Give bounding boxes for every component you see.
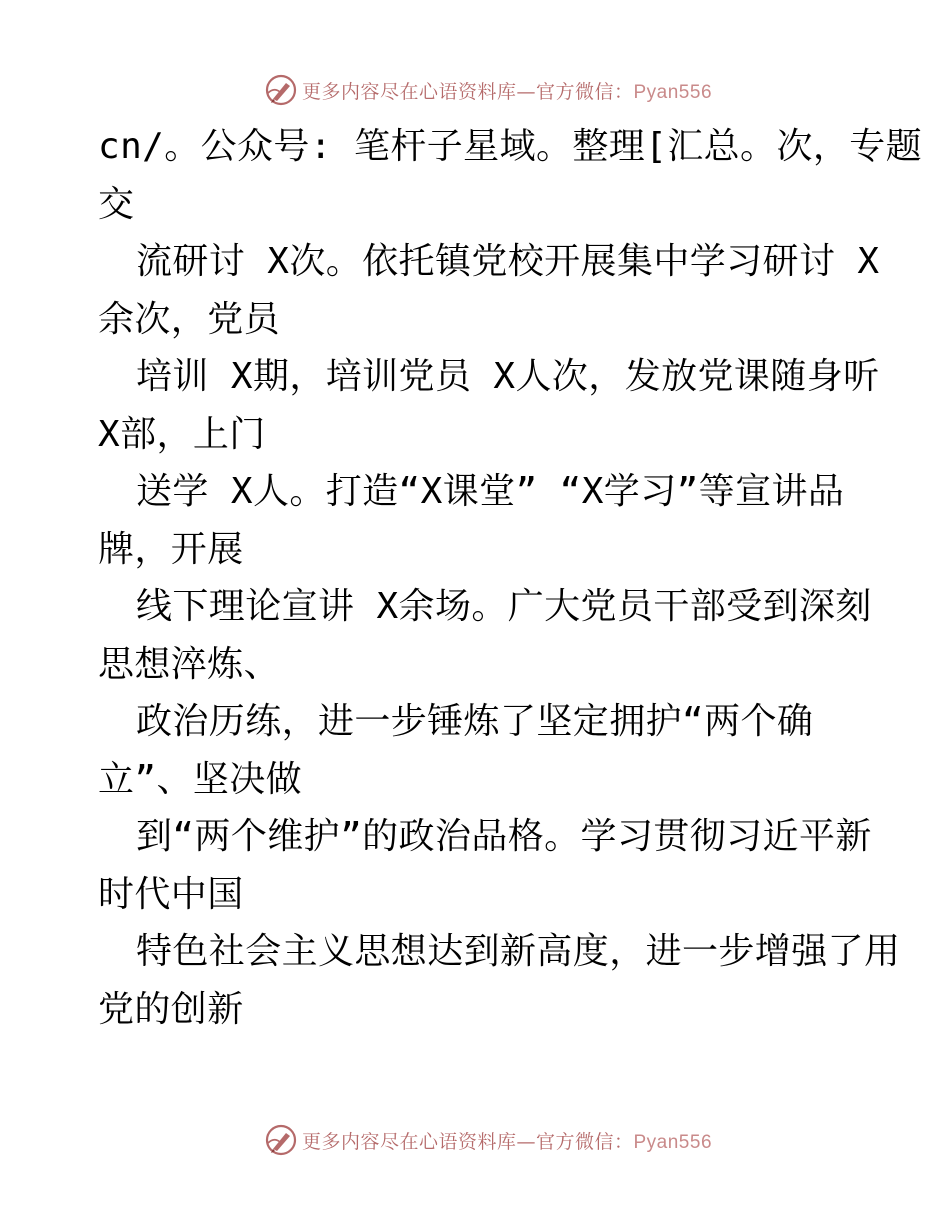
text-line: 时代中国 (98, 873, 244, 915)
text-line: cn/。公众号: 笔杆子星域。整理[汇总。次，专题 (98, 126, 923, 167)
text-line: 立”、坚决做 (98, 758, 303, 800)
page-header (0, 70, 950, 110)
text-line: 政治历练，进一步锤炼了坚定拥护“两个确 (136, 701, 814, 742)
pen-logo-icon (264, 73, 298, 107)
text-line: 思想淬炼、 (98, 643, 281, 685)
header-watermark-id: Pyan556 (633, 81, 713, 103)
text-line: 党的创新 (98, 988, 244, 1030)
page-footer (0, 1120, 950, 1160)
text-line: 特色社会主义思想达到新高度，进一步增强了用 (136, 931, 901, 972)
text-line: 线下理论宣讲 X余场。广大党员干部受到深刻 (136, 586, 872, 627)
footer-watermark (264, 1123, 712, 1157)
text-line: 送学 X人。打造“X课堂” “X学习”等宣讲品 (136, 471, 845, 512)
header-watermark-site: 更多内容尽在心语资料库—官方微信： (301, 80, 634, 103)
pen-logo-icon (264, 1123, 298, 1157)
document-body (98, 118, 923, 1038)
header-watermark (264, 73, 712, 107)
footer-watermark-site: 更多内容尽在心语资料库—官方微信： (301, 1130, 634, 1153)
text-line: 到“两个维护”的政治品格。学习贯彻习近平新 (136, 816, 872, 857)
footer-watermark-text (302, 1127, 712, 1154)
text-line: 余次，党员 (98, 298, 281, 340)
text-line: X部，上门 (98, 413, 266, 455)
text-line: 培训 X期，培训党员 X人次，发放党课随身听 (136, 356, 880, 397)
footer-watermark-id: Pyan556 (633, 1131, 713, 1153)
text-line: 牌，开展 (98, 528, 244, 570)
text-line: 流研讨 X次。依托镇党校开展集中学习研讨 X (136, 241, 880, 282)
header-watermark-text (302, 77, 712, 104)
text-line: 交 (98, 183, 135, 225)
